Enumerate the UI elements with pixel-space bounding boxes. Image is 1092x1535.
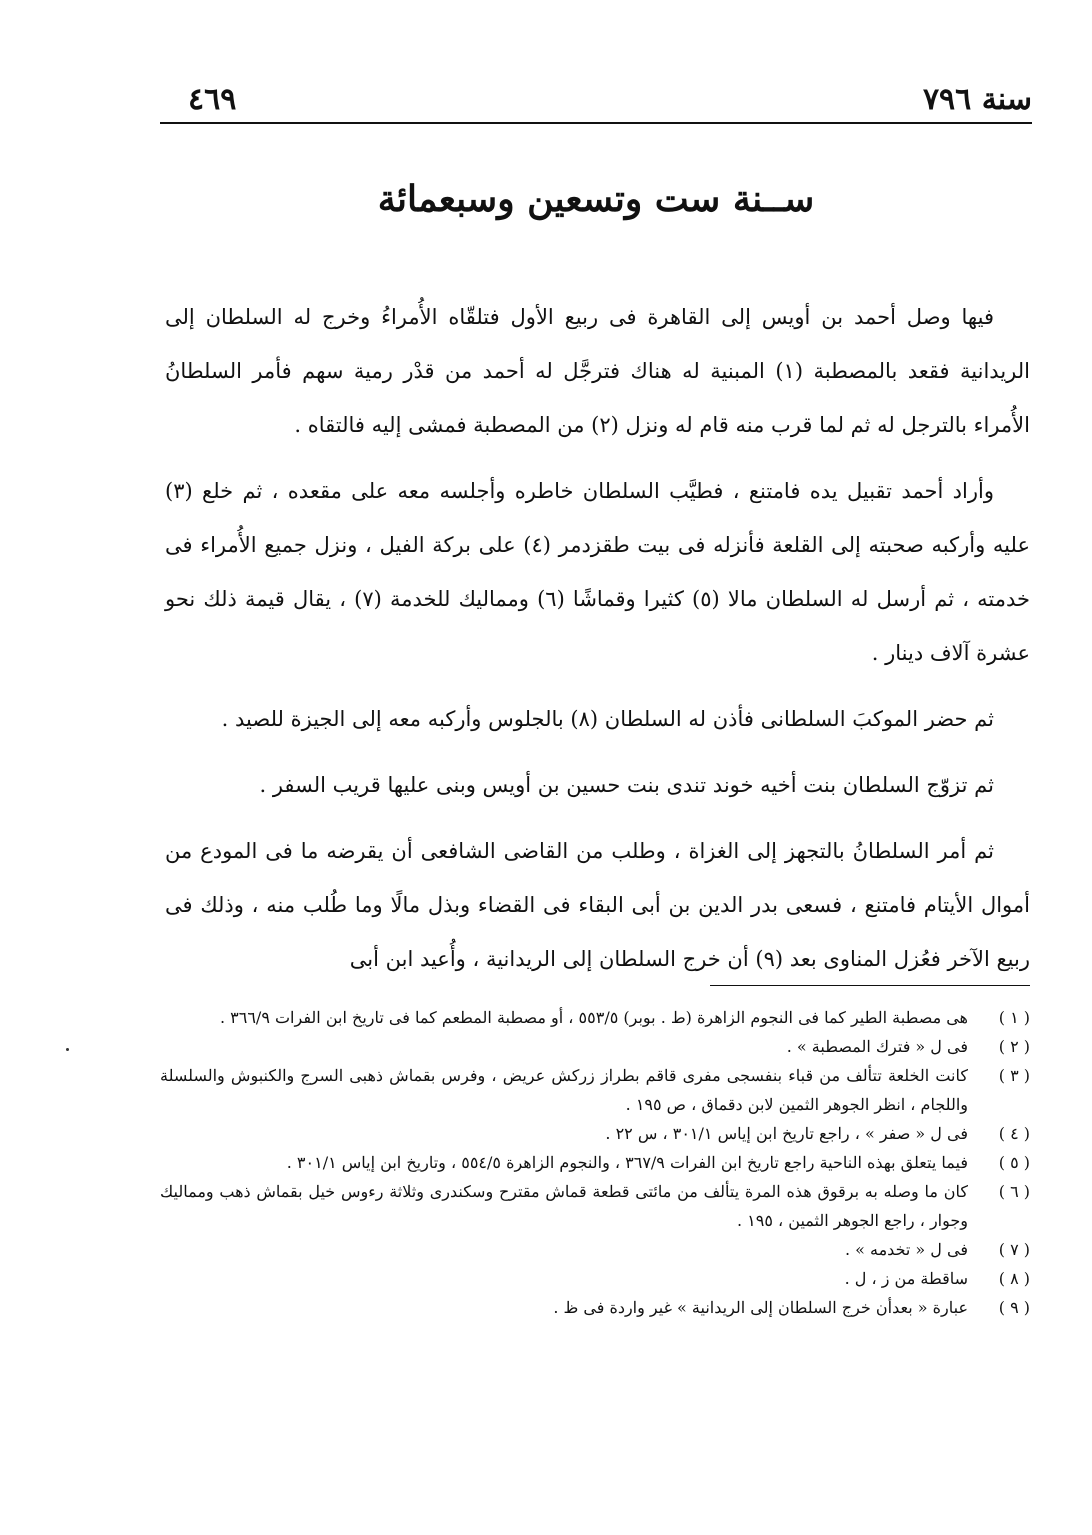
- footnote-text: فى ل « فترك المصطبة » .: [786, 1037, 968, 1056]
- footnote: [160, 1003, 1030, 1032]
- footnote-text: فيما يتعلق بهذه الناحية راجع تاريخ ابن الفرات ٣٦٧/٩ ، والنجوم الزاهرة ٥٥٤/٥ ، وتاريخ ابن إياس ٣٠١/١ .: [286, 1153, 968, 1172]
- scan-speck: [66, 1048, 69, 1051]
- footnote: [160, 1061, 1030, 1119]
- footnote-text: فى ل « صفر » ، راجع تاريخ ابن إياس ٣٠١/١ ، س ٢٢ .: [605, 1124, 968, 1143]
- paragraph: فيها وصل أحمد بن أويس إلى القاهرة فى ربيع الأول فتلقّاه الأُمراءُ وخرج له السلطان إلى الريدانية فقعد بالمصطبة (١) المبنية له هناك فترجَّل له أحمد من قدْر رمية سهم فأمر السلطانُ الأُمراء بالترجل له ثم لما قرب منه قام له ونزل (٢) من المصطبة فمشى إليه فالتقاه .: [165, 305, 1030, 437]
- footnote: [160, 1235, 1030, 1264]
- footnote-number: ( ٣ ): [998, 1066, 1030, 1085]
- footnote: [160, 1177, 1030, 1235]
- footnote-text: كان ما وصله به برقوق هذه المرة يتألف من مائتى قطعة قماش مقترح وسكندرى وثلاثة رءوس خيل بقماش ذهب ومماليك وجوار ، راجع الجوهر الثمين ، ١٩٥ .: [160, 1182, 968, 1230]
- footnote-number: ( ١ ): [998, 1008, 1030, 1027]
- footnote-number: ( ٢ ): [998, 1037, 1030, 1056]
- footnote-text: عبارة « بعدأن خرج السلطان إلى الريدانية » غير واردة فى ظ .: [553, 1298, 968, 1317]
- footnote-text: ساقطة من ز ، ل .: [844, 1269, 968, 1288]
- footnote: [160, 1032, 1030, 1061]
- footnote-separator: [710, 985, 1030, 986]
- footnote-number: ( ٧ ): [998, 1240, 1030, 1259]
- footnote-text: كانت الخلعة تتألف من قباء بنفسجى مفرى قاقم بطراز زركش عريض ، وفرس بقماش ذهبى السرج والكنبوش والسلسلة واللجام ، انظر الجوهر الثمين لابن دقماق ، ص ١٩٥ .: [160, 1066, 968, 1114]
- footnote: [160, 1264, 1030, 1293]
- footnote: [160, 1293, 1030, 1322]
- footnote-number: ( ٦ ): [998, 1182, 1030, 1201]
- footnote-number: ( ٨ ): [998, 1269, 1030, 1288]
- footnote-text: فى ل « تخدمه » .: [844, 1240, 968, 1259]
- page-number: ٤٦٩: [188, 82, 237, 117]
- paragraph: وأراد أحمد تقبيل يده فامتنع ، فطيَّب السلطان خاطره وأجلسه معه على مقعده ، ثم خلع (٣) عليه وأركبه صحبته إلى القلعة فأنزله فى بيت طقزدمر (٤) على بركة الفيل ، ونزل جميع الأُمراء فى خدمته ، ثم أرسل له السلطان مالا (٥) كثيرا وقماشًا (٦) ومماليك للخدمة (٧) ، يقال قيمة ذلك نحو عشرة آلاف دينار .: [165, 479, 1030, 665]
- year-label: سنة ٧٩٦: [922, 82, 1032, 117]
- footnotes: [160, 1003, 1030, 1322]
- running-header: [160, 78, 1032, 122]
- footnote-number: ( ٥ ): [998, 1153, 1030, 1172]
- chapter-title: ســنة ست وتسعين وسبعمائة: [377, 178, 815, 220]
- paragraph: ثم تزوّج السلطان بنت أخيه خوند تندى بنت حسين بن أويس وبنى عليها قريب السفر .: [259, 773, 994, 797]
- footnote-text: هى مصطبة الطير كما فى النجوم الزاهرة (ط . بوبر) ٥٥٣/٥ ، أو مصطبة المطعم كما فى تاريخ ابن الفرات ٣٦٦/٩ .: [219, 1008, 968, 1027]
- footnote-number: ( ٩ ): [998, 1298, 1030, 1317]
- footnote: [160, 1148, 1030, 1177]
- main-text: [165, 290, 1030, 998]
- header-rule: [160, 122, 1032, 124]
- footnote-number: ( ٤ ): [998, 1124, 1030, 1143]
- footnote: [160, 1119, 1030, 1148]
- paragraph: ثم أمر السلطانُ بالتجهز إلى الغزاة ، وطلب من القاضى الشافعى أن يقرضه ما فى المودع من أموال الأيتام فامتنع ، فسعى بدر الدين بن أبى البقاء فى القضاء وبذل مالًا وما طُلب منه ، وذلك فى ربيع الآخر فعُزل المناوى بعد (٩) أن خرج السلطان إلى الريدانية ، وأُعيد ابن أبى: [165, 839, 1030, 971]
- paragraph: ثم حضر الموكبَ السلطانى فأذن له السلطان (٨) بالجلوس وأركبه معه إلى الجيزة للصيد .: [221, 707, 994, 731]
